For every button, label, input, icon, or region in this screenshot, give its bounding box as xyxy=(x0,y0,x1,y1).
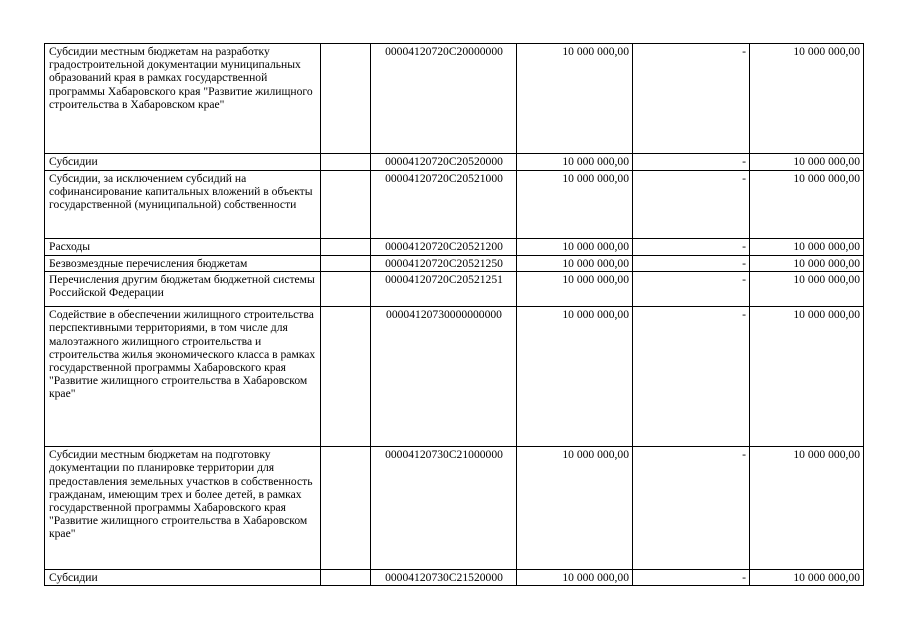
row-value-1: 10 000 000,00 xyxy=(517,307,633,447)
row-value-2: - xyxy=(633,44,750,154)
row-value-3: 10 000 000,00 xyxy=(750,307,864,447)
row-value-2: - xyxy=(633,239,750,256)
row-name: Расходы xyxy=(45,239,321,256)
row-value-3: 10 000 000,00 xyxy=(750,570,864,586)
row-value-2: - xyxy=(633,570,750,586)
row-empty-cell xyxy=(321,570,371,586)
row-name: Субсидии xyxy=(45,570,321,586)
row-empty-cell xyxy=(321,447,371,570)
table-row xyxy=(45,171,864,239)
budget-table xyxy=(44,43,864,586)
row-empty-cell xyxy=(321,256,371,272)
table-row xyxy=(45,239,864,256)
row-empty-cell xyxy=(321,171,371,239)
row-value-1: 10 000 000,00 xyxy=(517,256,633,272)
row-value-1: 10 000 000,00 xyxy=(517,570,633,586)
row-value-2: - xyxy=(633,447,750,570)
row-empty-cell xyxy=(321,44,371,154)
row-value-3: 10 000 000,00 xyxy=(750,171,864,239)
table-row xyxy=(45,154,864,171)
row-value-2: - xyxy=(633,154,750,171)
row-value-1: 10 000 000,00 xyxy=(517,154,633,171)
row-code: 00004120730С21520000 xyxy=(371,570,517,586)
row-name: Перечисления другим бюджетам бюджетной системы Российской Федерации xyxy=(45,272,321,307)
row-code: 00004120720С20521251 xyxy=(371,272,517,307)
row-value-3: 10 000 000,00 xyxy=(750,256,864,272)
row-value-3: 10 000 000,00 xyxy=(750,239,864,256)
row-code: 00004120720С20521200 xyxy=(371,239,517,256)
budget-table-body xyxy=(45,44,864,586)
row-name: Субсидии xyxy=(45,154,321,171)
row-value-3: 10 000 000,00 xyxy=(750,44,864,154)
row-value-3: 10 000 000,00 xyxy=(750,272,864,307)
row-name: Безвозмездные перечисления бюджетам xyxy=(45,256,321,272)
row-value-2: - xyxy=(633,256,750,272)
row-empty-cell xyxy=(321,154,371,171)
row-empty-cell xyxy=(321,272,371,307)
table-row xyxy=(45,272,864,307)
row-code: 00004120720С20521000 xyxy=(371,171,517,239)
row-value-2: - xyxy=(633,171,750,239)
table-row xyxy=(45,307,864,447)
row-code: 00004120720С20521250 xyxy=(371,256,517,272)
row-value-1: 10 000 000,00 xyxy=(517,239,633,256)
row-name: Содействие в обеспечении жилищного строительства перспективными территориями, в том числе для малоэтажного жилищного строительства и строительства жилья экономического класса в рамках государственной программы Хабаровского края "Развитие жилищного строительства в Хабаровском крае" xyxy=(45,307,321,447)
row-value-1: 10 000 000,00 xyxy=(517,44,633,154)
row-value-2: - xyxy=(633,307,750,447)
row-name: Субсидии местным бюджетам на разработку градостроительной документации муниципальных образований края в рамках государственной программы Хабаровского края "Развитие жилищного строительства в Хабаровском крае" xyxy=(45,44,321,154)
table-row xyxy=(45,256,864,272)
table-row xyxy=(45,44,864,154)
table-row xyxy=(45,447,864,570)
row-empty-cell xyxy=(321,307,371,447)
row-code: 00004120720С20520000 xyxy=(371,154,517,171)
row-name: Субсидии местным бюджетам на подготовку документации по планировке территории для предоставления земельных участков в собственность гражданам, имеющим трех и более детей, в рамках государственной программы Хабаровского края "Развитие жилищного строительства в Хабаровском крае" xyxy=(45,447,321,570)
row-code: 00004120730С21000000 xyxy=(371,447,517,570)
row-value-3: 10 000 000,00 xyxy=(750,447,864,570)
row-code: 00004120730000000000 xyxy=(371,307,517,447)
table-row xyxy=(45,570,864,586)
row-value-3: 10 000 000,00 xyxy=(750,154,864,171)
row-empty-cell xyxy=(321,239,371,256)
row-value-2: - xyxy=(633,272,750,307)
row-value-1: 10 000 000,00 xyxy=(517,171,633,239)
row-code: 00004120720С20000000 xyxy=(371,44,517,154)
row-name: Субсидии, за исключением субсидий на софинансирование капитальных вложений в объекты государственной (муниципальной) собственности xyxy=(45,171,321,239)
row-value-1: 10 000 000,00 xyxy=(517,272,633,307)
row-value-1: 10 000 000,00 xyxy=(517,447,633,570)
